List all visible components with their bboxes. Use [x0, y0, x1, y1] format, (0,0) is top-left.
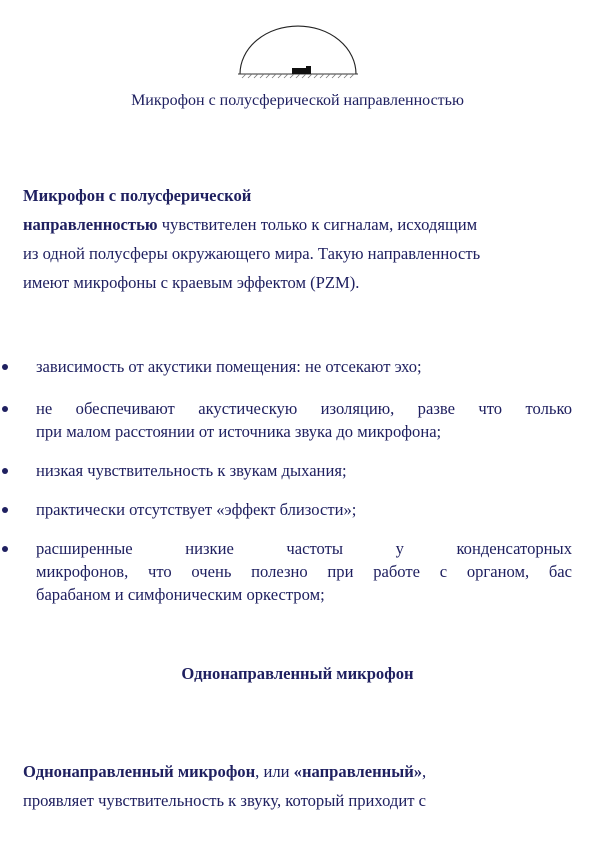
list-item-text: зависимость от акустики помещения: не отсекают эхо; [36, 357, 422, 376]
list-item-line: не обеспечивают акустическую изоляцию, разве что только [36, 399, 572, 418]
bullet-icon [2, 468, 8, 474]
intro-line2 [23, 210, 477, 239]
bullet-icon [2, 364, 8, 370]
list-item-line: при малом расстоянии от источника звука до микрофона; [36, 422, 442, 441]
list-item-text: практически отсутствует «эффект близости»; [36, 500, 357, 519]
list-item-line: микрофонов, что очень полезно при работе с органом, бас [36, 562, 572, 581]
section2-sep: , или [255, 762, 294, 781]
list-item [36, 498, 572, 521]
list-item [36, 397, 572, 443]
list-item [36, 355, 572, 378]
intro-line2-text: чувствителен только к сигналам, исходящим [157, 215, 478, 234]
list-item-line: расширенные низкие частоты у конденсаторных [36, 539, 572, 558]
section2-line2: проявляет чувствительность к звуку, который приходит с [23, 791, 427, 810]
hemisphere-arc [240, 26, 356, 74]
section2-term2: «направленный» [293, 762, 423, 781]
intro-paragraph [23, 181, 571, 297]
intro-term-line1: Микрофон с полусферической [23, 186, 252, 205]
list-item-text: низкая чувствительность к звукам дыхания; [36, 461, 347, 480]
intro-term-line2: направленностью [23, 215, 158, 234]
hemisphere-pattern-diagram [234, 24, 362, 82]
microphone-body [292, 68, 308, 74]
list-item [36, 459, 572, 482]
section2-term1: Однонаправленный микрофон [23, 762, 256, 781]
section2-line1 [23, 757, 426, 786]
figure-caption: Микрофон с полусферической направленностью [131, 92, 464, 109]
intro-line3: из одной полусферы окружающего мира. Такую направленность [23, 244, 481, 263]
section2-paragraph [23, 757, 571, 817]
bullet-icon [2, 546, 8, 552]
bullet-icon [2, 406, 8, 412]
microphone-capsule [306, 66, 311, 74]
bullet-icon [2, 507, 8, 513]
intro-line4: имеют микрофоны с краевым эффектом (PZM). [23, 273, 360, 292]
list-item [36, 537, 572, 606]
surface-hatching [242, 74, 354, 78]
list-item-line: барабаном и симфоническим оркестром; [36, 585, 325, 604]
section2-end: , [422, 762, 427, 781]
section-heading: Однонаправленный микрофон [181, 664, 414, 683]
